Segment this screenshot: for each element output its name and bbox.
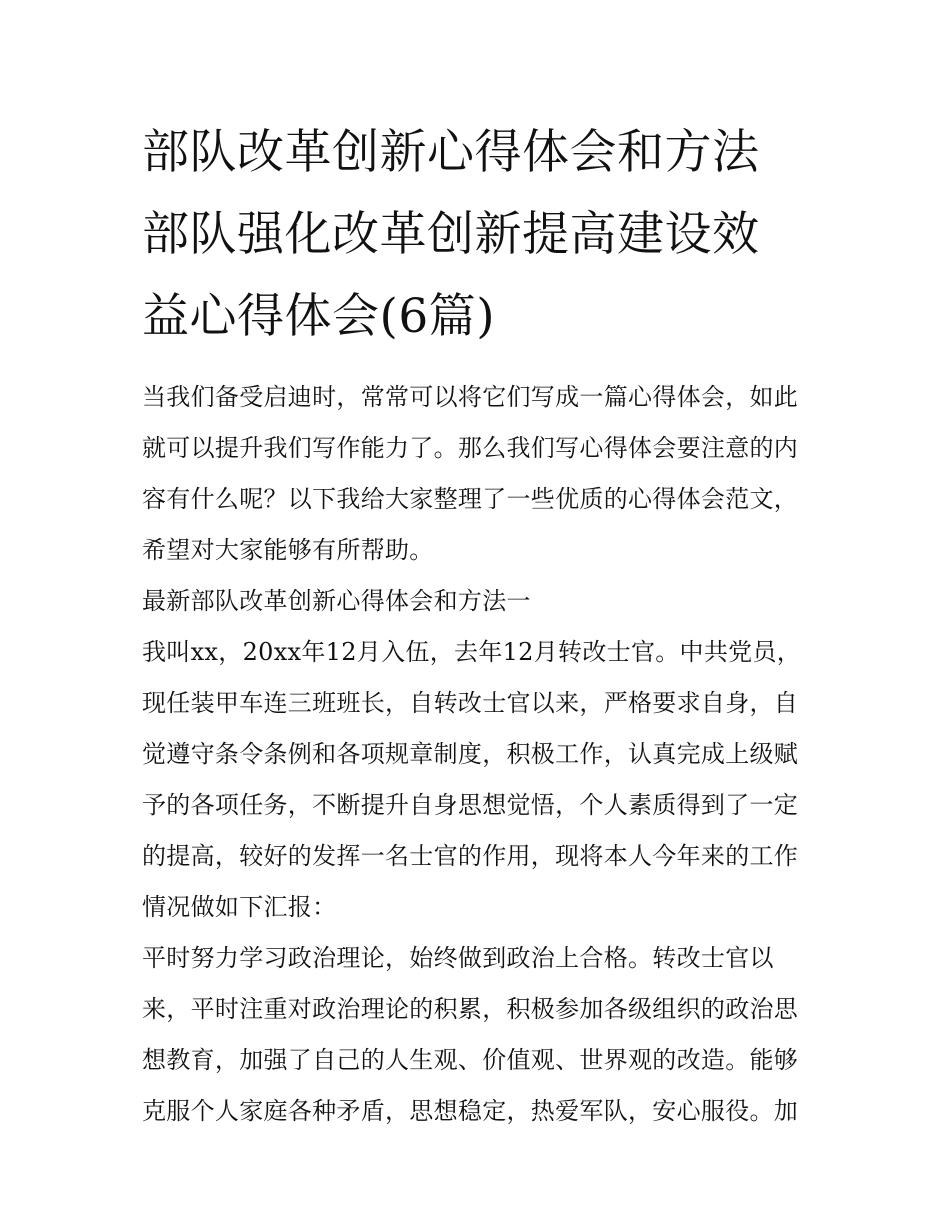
text-line: 觉遵守条令条例和各项规章制度，积极工作，认真完成上级赋 — [142, 740, 799, 768]
title-line: 部队强化改革创新提高建设效 — [142, 207, 760, 262]
text-line: 现任装甲车连三班班长，自转改士官以来，严格要求自身，自 — [142, 689, 799, 717]
text-line: 来，平时注重对政治理论的积累，积极参加各级组织的政治思 — [142, 995, 799, 1023]
title-line: 益心得体会(6篇) — [142, 289, 496, 344]
text-line: 最新部队改革创新心得体会和方法一 — [142, 587, 531, 615]
text-line: 的提高，较好的发挥一名士官的作用，现将本人今年来的工作 — [142, 842, 799, 870]
text-line: 就可以提升我们写作能力了。那么我们写心得体会要注意的内 — [142, 434, 799, 462]
paragraph-1 — [142, 627, 814, 933]
title-line: 部队改革创新心得体会和方法 — [142, 125, 760, 180]
text-line: 我叫xx，20xx年12月入伍，去年12月转改士官。中共党员， — [142, 638, 802, 666]
intro-paragraph — [142, 372, 814, 576]
text-line: 情况做如下汇报： — [142, 893, 337, 921]
document-title — [142, 112, 814, 358]
paragraph-2 — [142, 933, 814, 1137]
document-body — [142, 372, 814, 1137]
text-line: 平时努力学习政治理论，始终做到政治上合格。转改士官以 — [142, 944, 774, 972]
text-line: 克服个人家庭各种矛盾，思想稳定，热爱军队，安心服役。加 — [142, 1097, 799, 1125]
text-line: 予的各项任务，不断提升自身思想觉悟，个人素质得到了一定 — [142, 791, 799, 819]
text-line: 当我们备受启迪时，常常可以将它们写成一篇心得体会，如此 — [142, 383, 799, 411]
text-line: 容有什么呢？以下我给大家整理了一些优质的心得体会范文， — [142, 485, 799, 513]
text-line: 希望对大家能够有所帮助。 — [142, 536, 434, 564]
section-heading — [142, 576, 814, 627]
document-content — [142, 112, 814, 1137]
text-line: 想教育，加强了自己的人生观、价值观、世界观的改造。能够 — [142, 1046, 799, 1074]
